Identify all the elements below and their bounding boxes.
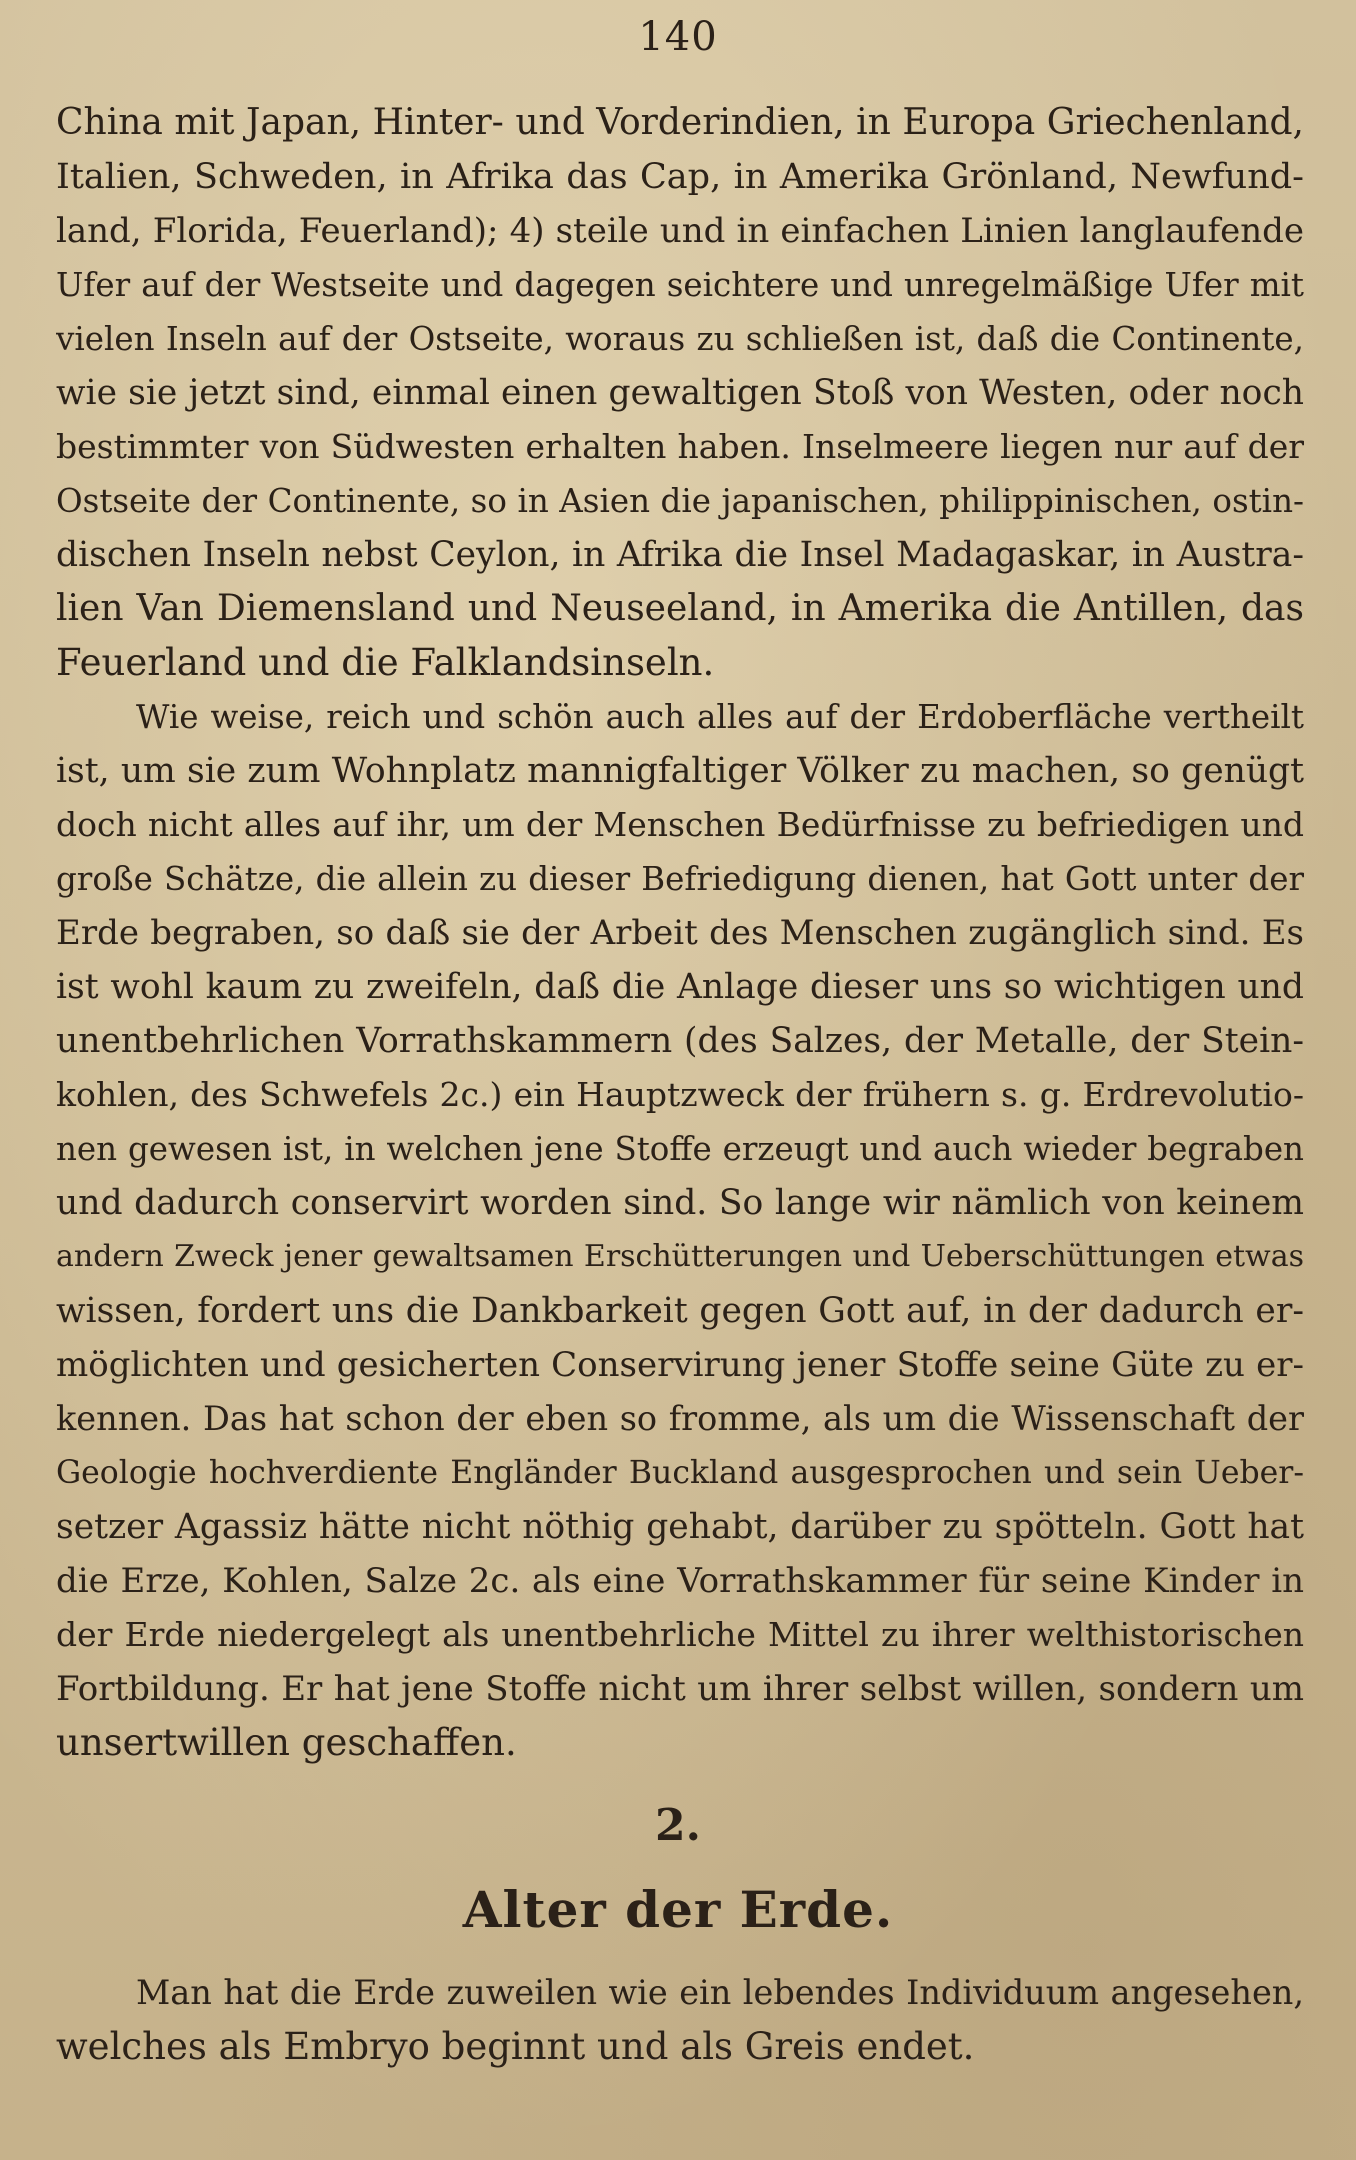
- main-text: [56, 96, 1304, 1770]
- text-line: die Erze, Kohlen, Salze 2c. als eine Vorrathskammer für seine Kinder in: [56, 1561, 1304, 1601]
- text-line: bestimmter von Südwesten erhalten haben. Inselmeere liegen nur auf der: [56, 427, 1304, 466]
- section-text: [56, 1966, 1304, 2074]
- text-line: wissen, fordert uns die Dankbarkeit gegen Gott auf, in der dadurch er-: [56, 1291, 1304, 1331]
- text-line: Geologie hochverdiente Engländer Buckland ausgesprochen und sein Ueber-: [56, 1455, 1304, 1491]
- text-line: unentbehrlichen Vorrathskammern (des Salzes, der Metalle, der Stein-: [56, 1021, 1304, 1061]
- text-line: Man hat die Erde zuweilen wie ein lebendes Individuum angesehen,: [136, 1973, 1304, 2012]
- text-line: Feuerland und die Falklandsinseln.: [56, 641, 715, 684]
- text-line: und dadurch conservirt worden sind. So lange wir nämlich von keinem: [56, 1183, 1304, 1223]
- text-line: doch nicht alles auf ihr, um der Menschen Bedürfnisse zu befriedigen und: [56, 805, 1304, 844]
- page-number: 140: [638, 14, 718, 60]
- text-line: Wie weise, reich und schön auch alles auf der Erdoberfläche vertheilt: [136, 698, 1304, 736]
- text-line: andern Zweck jener gewaltsamen Erschütterungen und Ueberschüttungen etwas: [56, 1239, 1304, 1274]
- text-line: Italien, Schweden, in Afrika das Cap, in Amerika Grönland, Newfund-: [56, 157, 1304, 197]
- text-line: nen gewesen ist, in welchen jene Stoffe erzeugt und auch wieder begraben: [56, 1130, 1304, 1168]
- text-line: ist, um sie zum Wohnplatz mannigfaltiger Völker zu machen, so genügt: [56, 751, 1304, 791]
- text-line: ist wohl kaum zu zweifeln, daß die Anlage dieser uns so wichtigen und: [56, 967, 1304, 1007]
- text-line: Fortbildung. Er hat jene Stoffe nicht um ihrer selbst willen, sondern um: [56, 1669, 1304, 1709]
- section-title: Alter der Erde.: [462, 1880, 894, 1939]
- text-line: Ostseite der Continente, so in Asien die japanischen, philippinischen, ostin-: [56, 482, 1304, 520]
- text-line: lien Van Diemensland und Neuseeland, in Amerika die Antillen, das: [56, 588, 1304, 629]
- text-line: setzer Agassiz hätte nicht nöthig gehabt, darüber zu spötteln. Gott hat: [56, 1507, 1304, 1547]
- section-number: 2.: [655, 1800, 701, 1851]
- text-line: große Schätze, die allein zu dieser Befriedigung dienen, hat Gott unter der: [56, 860, 1304, 898]
- text-line: kohlen, des Schwefels 2c.) ein Hauptzweck der frühern s. g. Erdrevolutio-: [56, 1075, 1304, 1114]
- text-line: möglichten und gesicherten Conservirung jener Stoffe seine Güte zu er-: [56, 1345, 1304, 1385]
- text-line: Ufer auf der Westseite und dagegen seichtere und unregelmäßige Ufer mit: [56, 266, 1304, 304]
- text-line: der Erde niedergelegt als unentbehrliche Mittel zu ihrer welthistorischen: [56, 1615, 1304, 1654]
- text-line: wie sie jetzt sind, einmal einen gewaltigen Stoß von Westen, oder noch: [56, 373, 1304, 413]
- text-line: welches als Embryo beginnt und als Greis endet.: [56, 2025, 975, 2068]
- text-line: Erde begraben, so daß sie der Arbeit des Menschen zugänglich sind. Es: [56, 913, 1304, 953]
- text-line: vielen Inseln auf der Ostseite, woraus zu schließen ist, daß die Continente,: [56, 320, 1304, 358]
- text-line: China mit Japan, Hinter- und Vorderindien, in Europa Griechenland,: [56, 102, 1304, 143]
- text-line: dischen Inseln nebst Ceylon, in Afrika die Insel Madagaskar, in Austra-: [56, 535, 1304, 575]
- text-line: kennen. Das hat schon der eben so fromme, als um die Wissenschaft der: [56, 1399, 1304, 1438]
- text-line: unsertwillen geschaffen.: [56, 1721, 517, 1764]
- text-line: land, Florida, Feuerland); 4) steile und in einfachen Linien langlaufende: [56, 211, 1304, 251]
